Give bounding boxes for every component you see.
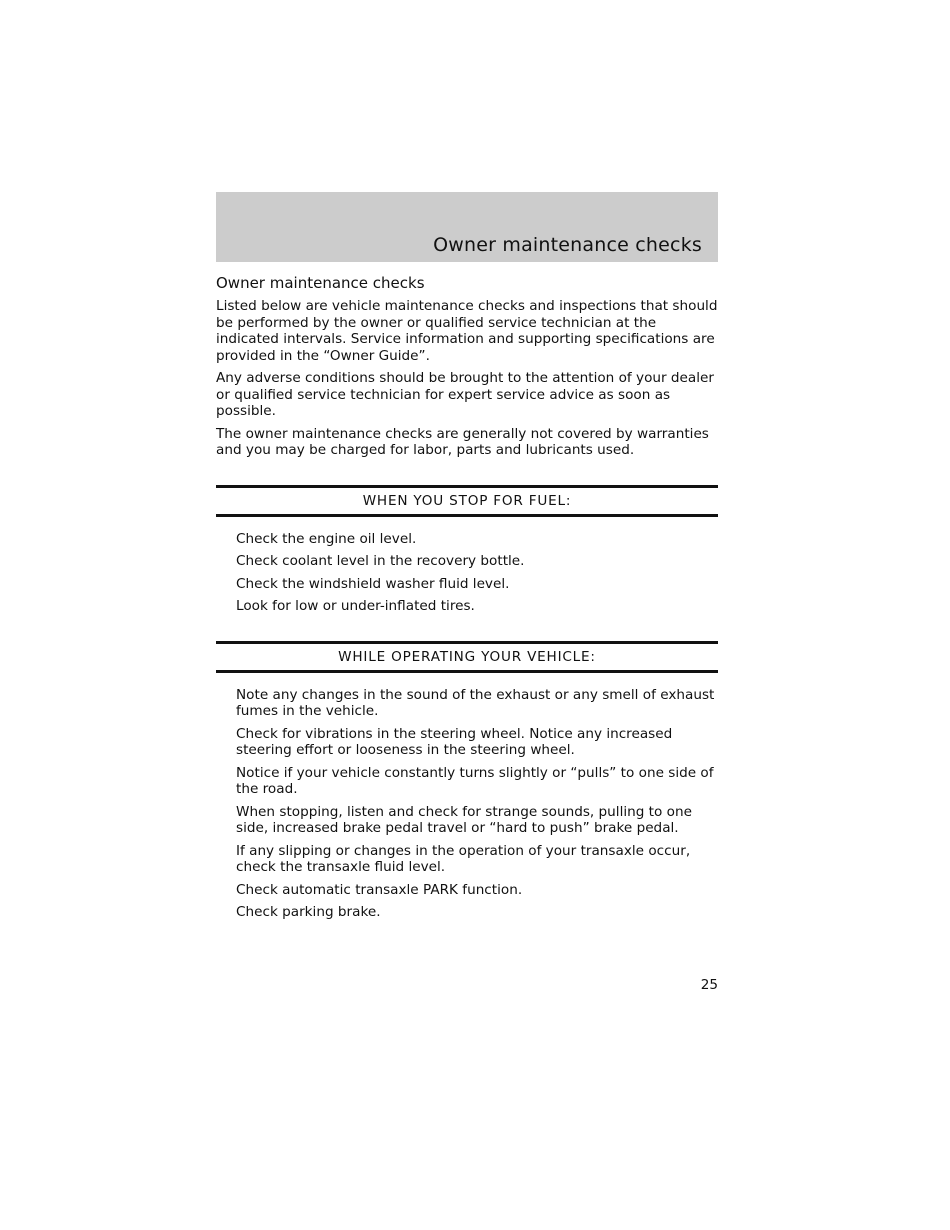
operating-checks-heading: WHILE OPERATING YOUR VEHICLE:	[216, 641, 718, 673]
operating-checks-list	[216, 687, 718, 921]
intro-paragraph: The owner maintenance checks are generally not covered by warranties and you may be charged for labor, parts and lubricants used.	[216, 425, 709, 458]
page-number: 25	[700, 977, 718, 993]
fuel-checks-list	[216, 531, 718, 615]
fuel-checks-heading: WHEN YOU STOP FOR FUEL:	[216, 485, 718, 517]
operating-checks-section	[216, 641, 718, 921]
intro-section	[216, 274, 718, 459]
list-item: Check the windshield washer fluid level.	[236, 575, 510, 592]
page-content	[216, 274, 718, 927]
list-item: Check for vibrations in the steering wheel. Notice any increased steering effort or looseness in the steering wheel.	[236, 725, 673, 758]
list-item: Look for low or under-inflated tires.	[236, 598, 475, 614]
list-item: Check parking brake.	[236, 904, 381, 920]
fuel-checks-section	[216, 485, 718, 615]
intro-paragraph: Any adverse conditions should be brought to the attention of your dealer or qualified service technician for expert service advice as soon as possible.	[216, 370, 714, 419]
list-item: Notice if your vehicle constantly turns slightly or “pulls” to one side of the road.	[236, 764, 714, 797]
list-item: Check coolant level in the recovery bottle.	[236, 553, 525, 569]
list-item: Check automatic transaxle PARK function.	[236, 881, 523, 898]
list-item: Check the engine oil level.	[236, 530, 417, 547]
section-heading: Owner maintenance checks	[216, 274, 425, 292]
list-item: When stopping, listen and check for strange sounds, pulling to one side, increased brake pedal travel or “hard to push” brake pedal.	[236, 803, 692, 836]
page-header-title: Owner maintenance checks	[433, 234, 702, 256]
page-header-band	[216, 192, 718, 262]
intro-paragraph: Listed below are vehicle maintenance checks and inspections that should be performed by the owner or qualified service technician at the indicated intervals. Service information and supporting specifications are provided in the “Owner Guide”.	[216, 298, 718, 364]
list-item: Note any changes in the sound of the exhaust or any smell of exhaust fumes in the vehicle.	[236, 686, 715, 719]
list-item: If any slipping or changes in the operation of your transaxle occur, check the transaxle fluid level.	[236, 842, 691, 875]
